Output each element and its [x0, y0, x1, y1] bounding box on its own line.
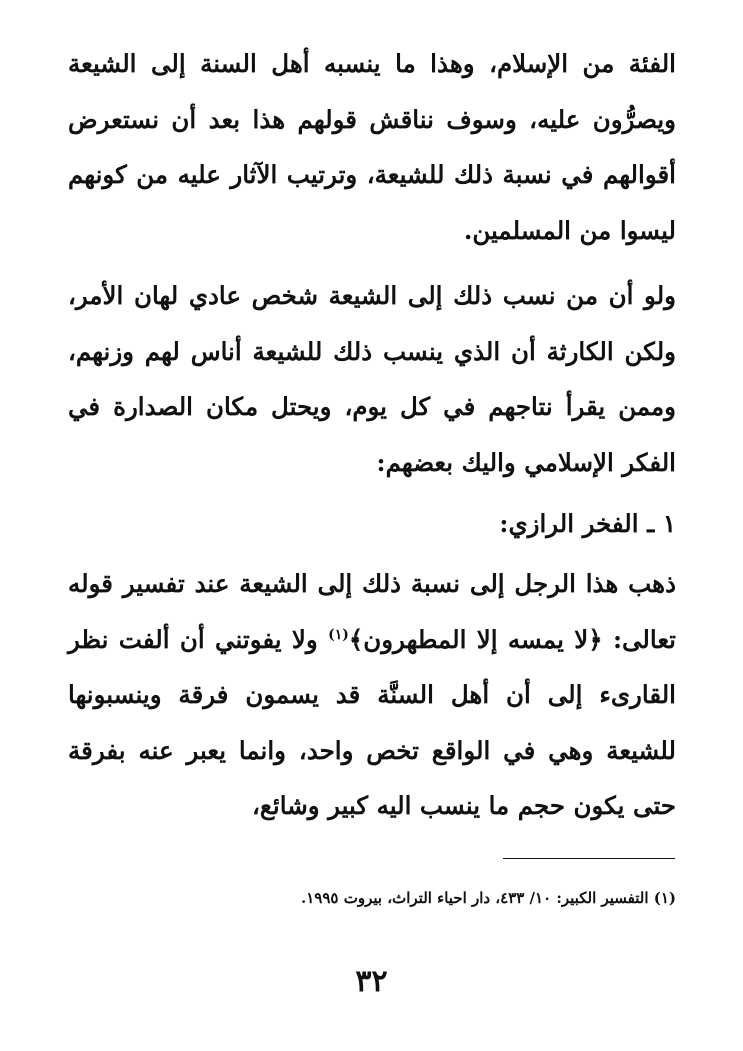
- section-heading: ١ ـ الفخر الرازي:: [499, 509, 676, 538]
- footnote-reference: (١): [328, 626, 349, 643]
- paragraph-3-rest: ولا يفوتني أن ألفت نظر القارىء إلى أن أهل السنَّة قد يسمون فرقة وينسبونها للشيعة وهي في الواقع تخص واحد، وانما يعبر عنه بفرقة حتى يكون حجم ما ينسب اليه كبير وشائع،: [68, 624, 676, 820]
- footnote: (١) التفسير الكبير: ١٠/ ٤٣٣، دار احياء التراث، بيروت ١٩٩٥.: [301, 889, 676, 907]
- paragraph-3: [68, 556, 676, 834]
- paragraph-1: الفئة من الإسلام، وهذا ما ينسبه أهل السنة إلى الشيعة ويصرُّون عليه، وسوف نناقش قولهم هذا بعد أن نستعرض أقوالهم في نسبة ذلك للشيعة، وترتيب الآثار عليه من كونهم ليسوا من المسلمين.: [68, 49, 676, 245]
- page-body: [68, 36, 676, 834]
- paragraph-3-intro: ذهب هذا الرجل إلى نسبة ذلك إلى الشيعة عند تفسير قوله تعالى:: [68, 569, 676, 654]
- footnote-divider: [503, 858, 675, 859]
- page-number: ٣٢: [355, 964, 388, 999]
- quran-quote: ﴿لا يمسه إلا المطهرون﴾: [348, 624, 603, 654]
- paragraph-2: ولو أن من نسب ذلك إلى الشيعة شخص عادي لهان الأمر، ولكن الكارثة أن الذي ينسب ذلك للشيعة أناس لهم وزنهم، وممن يقرأ نتاجهم في كل يوم، ويحتل مكان الصدارة في الفكر الإسلامي واليك بعضهم:: [68, 281, 676, 477]
